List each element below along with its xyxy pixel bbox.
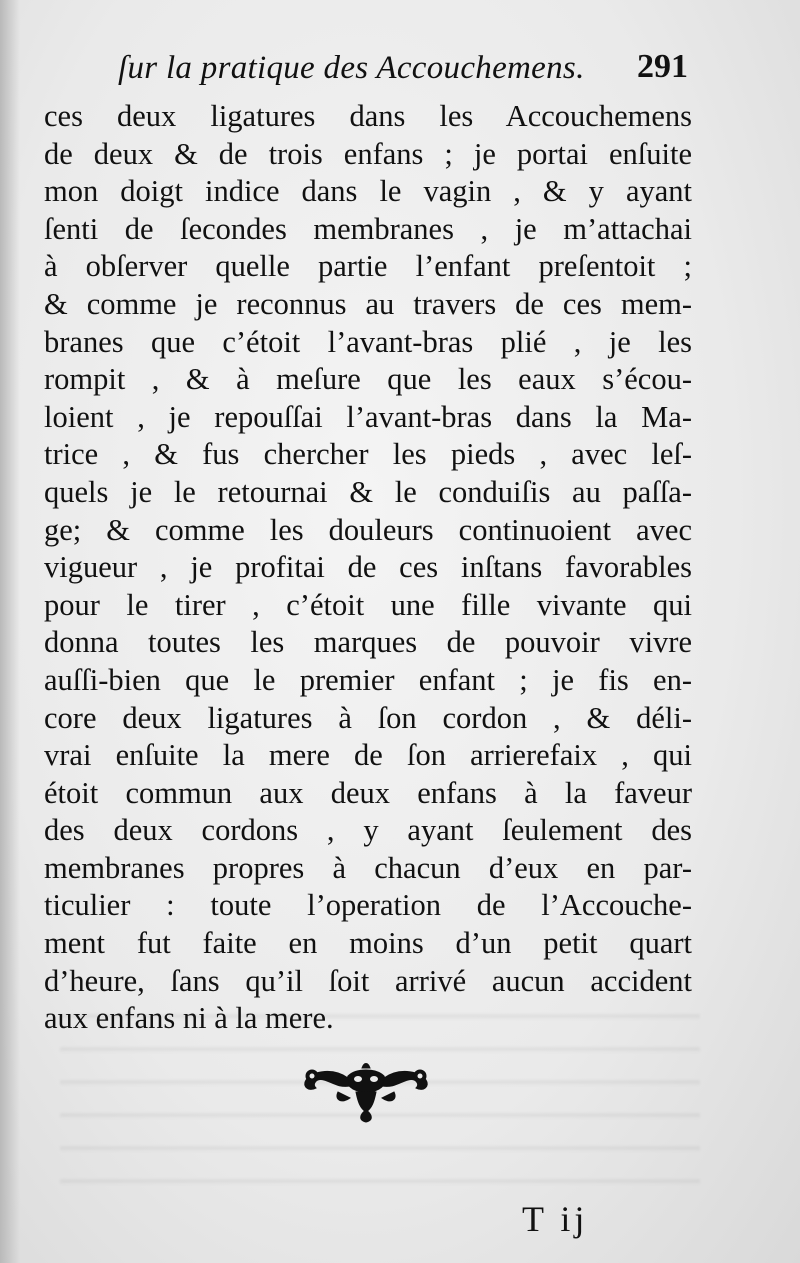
text-line: de deux & de trois enfans ; je portai enſuite	[44, 136, 692, 171]
text-line: vigueur , je profitai de ces inſtans favorables	[44, 550, 692, 585]
text-line: core deux ligatures à ſon cordon , & déli-	[44, 700, 692, 735]
text-line: ment fut faite en moins d’un petit quart	[44, 926, 692, 961]
text-line: vrai enſuite la mere de ſon arrierefaix , qui	[44, 738, 692, 773]
text-line: ſenti de ſecondes membranes , je m’attachai	[44, 211, 692, 246]
text-line: branes que c’étoit l’avant-bras plié , je les	[44, 324, 692, 359]
text-line: donna toutes les marques de pouvoir vivre	[44, 625, 692, 660]
text-line: des deux cordons , y ayant ſeulement des	[44, 813, 692, 848]
text-line: ces deux ligatures dans les Accouchemens	[44, 99, 692, 133]
text-line: & comme je reconnus au travers de ces mem-	[44, 286, 692, 321]
text-line: rompit , & à meſure que les eaux s’écou-	[44, 362, 692, 397]
text-line: ge; & comme les douleurs continuoient avec	[44, 512, 692, 547]
text-line-last: aux enfans ni à la mere.	[44, 1001, 334, 1036]
page-gutter-shadow	[0, 0, 20, 1263]
fleuron-ornament-icon	[298, 1062, 434, 1124]
text-line: mon doigt indice dans le vagin , & y ayant	[44, 174, 692, 209]
text-line: trice , & fus chercher les pieds , avec leſ-	[44, 437, 692, 472]
running-head	[118, 44, 688, 96]
page-number: 291	[637, 48, 688, 85]
text-line: quels je le retournai & le conduiſis au paſſa-	[44, 474, 692, 509]
signature-mark: T ij	[522, 1199, 589, 1239]
text-line: pour le tirer , c’étoit une fille vivante qui	[44, 587, 692, 622]
text-line: étoit commun aux deux enfans à la faveur	[44, 775, 692, 810]
text-line: membranes propres à chacun d’eux en par-	[44, 850, 692, 885]
text-line: d’heure, ſans qu’il ſoit arrivé aucun accident	[44, 963, 692, 998]
body-text	[44, 98, 692, 1038]
text-line: auſſi-bien que le premier enfant ; je fis en-	[44, 662, 692, 697]
running-head-title: ſur la pratique des Accouchemens.	[118, 50, 585, 86]
text-line: loient , je repouſſai l’avant-bras dans la Ma-	[44, 399, 692, 434]
text-line: à obſerver quelle partie l’enfant preſentoit ;	[44, 249, 692, 284]
text-line: ticulier : toute l’operation de l’Accouche-	[44, 888, 692, 923]
